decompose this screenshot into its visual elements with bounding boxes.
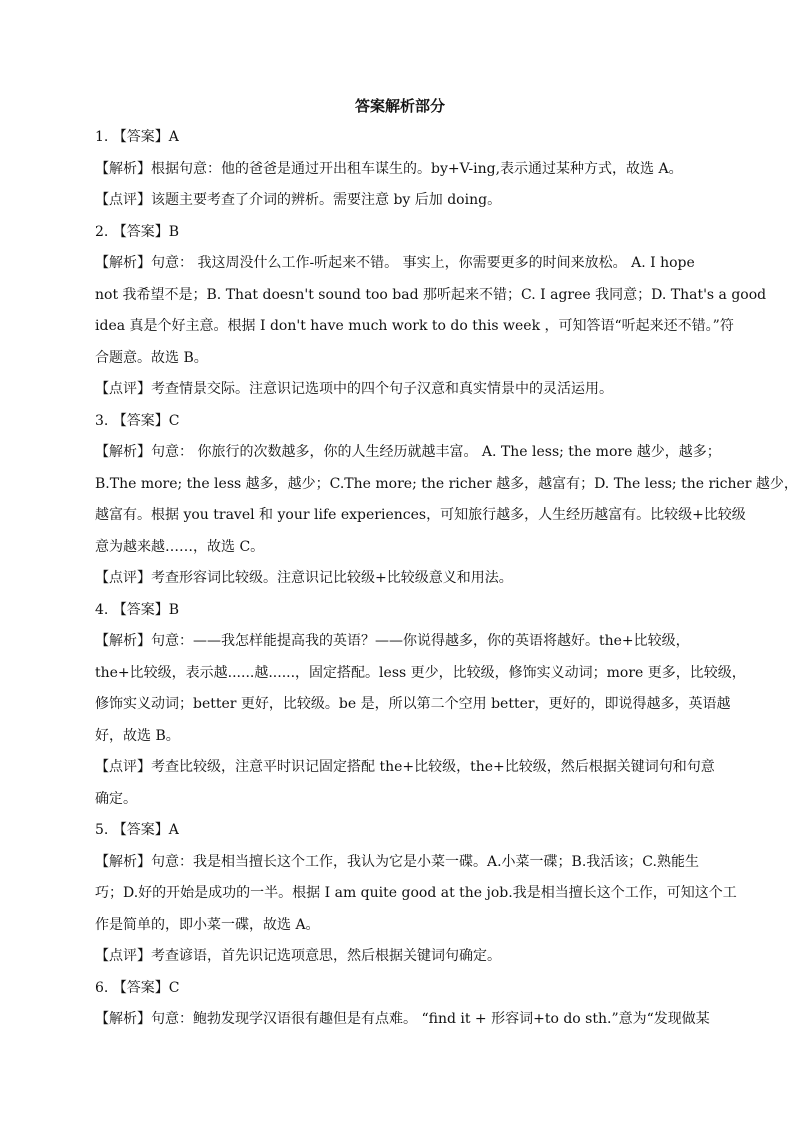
answer-2-analysis-line: 【解析】句意： 我这周没什么工作-听起来不错。 事实上，你需要更多的时间来放松。 A. I hope bbox=[95, 255, 695, 271]
answer-5-analysis-line: 巧；D.好的开始是成功的一半。根据 I am quite good at the job.我是相当擅长这个工作，可知这个工 bbox=[95, 885, 737, 901]
answer-4-analysis-line: 修饰实义动词；better 更好，比较级。be 是，所以第二个空用 better，更好的，即说得越多，英语越 bbox=[95, 696, 731, 712]
answer-1-comment: 【点评】该题主要考查了介词的辨析。需要注意 by 后加 doing。 bbox=[95, 192, 502, 208]
answer-5-comment: 【点评】考查谚语，首先识记选项意思，然后根据关键词句确定。 bbox=[95, 948, 501, 964]
answer-2-analysis-line: 合题意。故选 B。 bbox=[95, 349, 208, 366]
answer-5-analysis-line: 作是简单的，即小菜一碟，故选 A。 bbox=[95, 916, 320, 933]
answer-2-heading: 2. 【答案】B bbox=[95, 223, 180, 240]
page-title: 答案解析部分 bbox=[354, 97, 445, 115]
answer-6-heading: 6. 【答案】C bbox=[95, 979, 180, 996]
answer-4-heading: 4. 【答案】B bbox=[95, 601, 180, 618]
answer-3-heading: 3. 【答案】C bbox=[95, 412, 180, 429]
answer-3-analysis-line: 意为越来越……，故选 C。 bbox=[95, 538, 265, 555]
answer-4-analysis-line: the+比较级，表示越......越......，固定搭配。less 更少，比较级，修饰实义动词；more 更多，比较级， bbox=[95, 664, 746, 681]
answer-6-analysis-line: 【解析】句意：鲍勃发现学汉语很有趣但是有点难。 “find it + 形容词+to do sth.”意为“发现做某 bbox=[95, 1011, 710, 1027]
answer-2-analysis-line: not 我希望不是；B. That doesn't sound too bad 那听起来不错；C. I agree 我同意；D. That's a good bbox=[95, 286, 767, 303]
answer-2-comment: 【点评】考查情景交际。注意识记选项中的四个句子汉意和真实情景中的灵活运用。 bbox=[95, 381, 613, 397]
answer-3-analysis-line: 【解析】句意： 你旅行的次数越多，你的人生经历就越丰富。 A. The less; the more 越少，越多； bbox=[95, 444, 721, 460]
answer-5-heading: 5. 【答案】A bbox=[95, 822, 179, 838]
answer-2-analysis-line: idea 真是个好主意。根据 I don't have much work to do this week ，可知答语“听起来还不错。”符 bbox=[95, 318, 734, 334]
answer-4-analysis-line: 【解析】句意：——我怎样能提高我的英语？——你说得越多，你的英语将越好。the+比较级， bbox=[95, 633, 690, 649]
answer-1-analysis: 【解析】根据句意：他的爸爸是通过开出租车谋生的。by+V-ing,表示通过某种方式，故选 A。 bbox=[95, 160, 683, 177]
answer-5-analysis-line: 【解析】句意：我是相当擅长这个工作，我认为它是小菜一碟。A.小菜一碟；B.我活该；C.熟能生 bbox=[95, 853, 699, 870]
answer-3-comment: 【点评】考查形容词比较级。注意识记比较级+比较级意义和用法。 bbox=[95, 570, 513, 586]
answer-3-analysis-line: 越富有。根据 you travel 和 your life experiences，可知旅行越多，人生经历越富有。比较级+比较级 bbox=[95, 507, 746, 523]
answer-4-comment-line: 【点评】考查比较级，注意平时识记固定搭配 the+比较级，the+比较级，然后根据关键词句和句意 bbox=[95, 759, 715, 775]
answer-analysis-body bbox=[95, 122, 798, 1036]
answer-4-comment-line: 确定。 bbox=[95, 790, 137, 807]
answer-4-analysis-line: 好，故选 B。 bbox=[95, 727, 180, 744]
answer-3-analysis-line: B.The more; the less 越多，越少；C.The more; the richer 越多，越富有；D. The less; the richer 越少， bbox=[95, 475, 798, 492]
answer-1-heading: 1. 【答案】A bbox=[95, 129, 179, 145]
